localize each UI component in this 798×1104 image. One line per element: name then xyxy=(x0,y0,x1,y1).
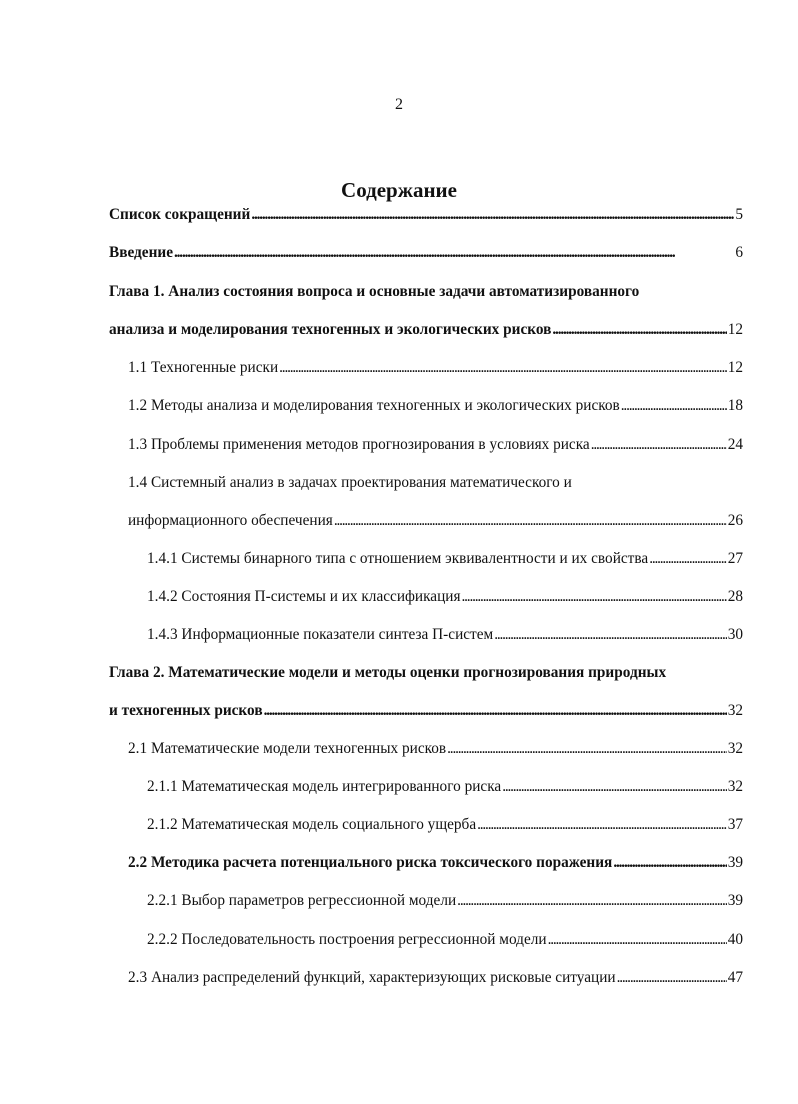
toc-leader-dots xyxy=(462,584,727,610)
toc-leader-dots xyxy=(591,432,727,458)
toc-entry-1-4-1[interactable] xyxy=(147,546,743,572)
toc-entry-page: 12 xyxy=(727,359,743,376)
toc-entry-text: Глава 1. Анализ состояния вопроса и основные задачи автоматизированного xyxy=(109,283,640,300)
toc-entry-text: информационного обеспечения xyxy=(128,512,333,529)
toc-leader-dots xyxy=(477,812,727,838)
toc-entry-page: 30 xyxy=(727,626,743,643)
toc-entry-text: 2.2.1 Выбор параметров регрессионной модели xyxy=(147,892,457,909)
toc-entry-page: 32 xyxy=(727,702,743,719)
toc-entry-page: 5 xyxy=(735,206,743,223)
toc-leader-dots xyxy=(447,736,727,762)
toc-entry-text: и техногенных рисков xyxy=(109,702,263,719)
toc-entry-page: 47 xyxy=(727,969,743,986)
toc-entry-page: 28 xyxy=(727,588,743,605)
toc-entry-page: 37 xyxy=(727,816,743,833)
toc-entry-2-2[interactable] xyxy=(128,850,743,876)
toc-entry-1-2[interactable] xyxy=(128,393,743,419)
toc-entry-chapter1-line1[interactable] xyxy=(109,279,743,305)
page-title: Содержание xyxy=(341,178,457,202)
toc-entry-text: 2.1.2 Математическая модель социального ущерба xyxy=(147,816,477,833)
toc-leader-dots xyxy=(649,546,727,572)
toc-leader-dots xyxy=(264,698,727,724)
toc-entry-page: 40 xyxy=(727,931,743,948)
toc-entry-page: 27 xyxy=(727,550,743,567)
toc-leader-dots xyxy=(334,508,727,534)
toc-entry-text: Глава 2. Математические модели и методы оценки прогнозирования природных xyxy=(109,664,667,681)
toc-entry-page: 12 xyxy=(727,321,743,338)
toc-entry-2-2-1[interactable] xyxy=(147,888,743,914)
toc-entry-page: 39 xyxy=(727,892,743,909)
toc-leader-dots xyxy=(617,965,727,991)
toc-leader-dots xyxy=(174,240,734,266)
toc-entry-1-4-3[interactable] xyxy=(147,622,743,648)
toc-entry-abbreviations[interactable] xyxy=(109,202,743,228)
toc-entry-text: анализа и моделирования техногенных и экологических рисков xyxy=(109,321,552,338)
toc-entry-text: 1.4.1 Системы бинарного типа с отношением эквивалентности и их свойства xyxy=(147,550,649,567)
toc-leader-dots xyxy=(279,355,727,381)
toc-leader-dots xyxy=(494,622,727,648)
toc-leader-dots xyxy=(251,202,734,228)
toc-entry-page: 32 xyxy=(727,778,743,795)
toc-entry-page: 39 xyxy=(727,854,743,871)
toc-leader-dots xyxy=(621,393,727,419)
toc-entry-page: 26 xyxy=(727,512,743,529)
toc-entry-text: Введение xyxy=(109,244,173,261)
toc-entry-text: 1.4.3 Информационные показатели синтеза П-систем xyxy=(147,626,494,643)
toc-entry-chapter2-line2[interactable] xyxy=(109,698,743,724)
toc-entry-text: 1.3 Проблемы применения методов прогнозирования в условиях риска xyxy=(128,436,590,453)
toc-entry-2-2-2[interactable] xyxy=(147,927,743,953)
toc-entry-page: 24 xyxy=(727,436,743,453)
toc-entry-text: 1.4 Системный анализ в задачах проектирования математического и xyxy=(128,474,572,491)
toc-leader-dots xyxy=(457,888,727,914)
toc-entry-chapter1-line2[interactable] xyxy=(109,317,743,343)
toc-entry-1-4-line2[interactable] xyxy=(128,508,743,534)
page-number: 2 xyxy=(395,96,403,113)
toc-entry-text: 2.2.2 Последовательность построения регрессионной модели xyxy=(147,931,547,948)
toc-entry-text: 1.1 Техногенные риски xyxy=(128,359,279,376)
toc-leader-dots xyxy=(502,774,727,800)
toc-leader-dots xyxy=(548,927,727,953)
toc-entry-2-1-1[interactable] xyxy=(147,774,743,800)
toc-entry-text: 1.4.2 Состояния П-системы и их классификация xyxy=(147,588,461,605)
toc-leader-dots xyxy=(552,317,726,343)
toc-entry-page: 18 xyxy=(727,397,743,414)
toc-entry-page: 6 xyxy=(735,244,743,261)
toc-entry-text: 2.1 Математические модели техногенных рисков xyxy=(128,740,447,757)
toc-entry-chapter2-line1[interactable] xyxy=(109,660,743,686)
toc-leader-dots xyxy=(613,850,726,876)
toc-entry-text: 2.3 Анализ распределений функций, характеризующих рисковые ситуации xyxy=(128,969,616,986)
toc-entry-1-3[interactable] xyxy=(128,432,743,458)
toc-entry-2-3[interactable] xyxy=(128,965,743,991)
toc-entry-2-1[interactable] xyxy=(128,736,743,762)
toc-entry-1-4-line1[interactable] xyxy=(128,470,743,496)
toc-entry-text: Список сокращений xyxy=(109,206,251,223)
toc-entry-text: 1.2 Методы анализа и моделирования техногенных и экологических рисков xyxy=(128,397,620,414)
toc-entry-2-1-2[interactable] xyxy=(147,812,743,838)
toc-entry-text: 2.2 Методика расчета потенциального риска токсического поражения xyxy=(128,854,613,871)
toc-entry-page: 32 xyxy=(727,740,743,757)
toc-entry-1-4-2[interactable] xyxy=(147,584,743,610)
toc-entry-text: 2.1.1 Математическая модель интегрированного риска xyxy=(147,778,502,795)
toc-entry-introduction[interactable] xyxy=(109,240,743,266)
toc-entry-1-1[interactable] xyxy=(128,355,743,381)
